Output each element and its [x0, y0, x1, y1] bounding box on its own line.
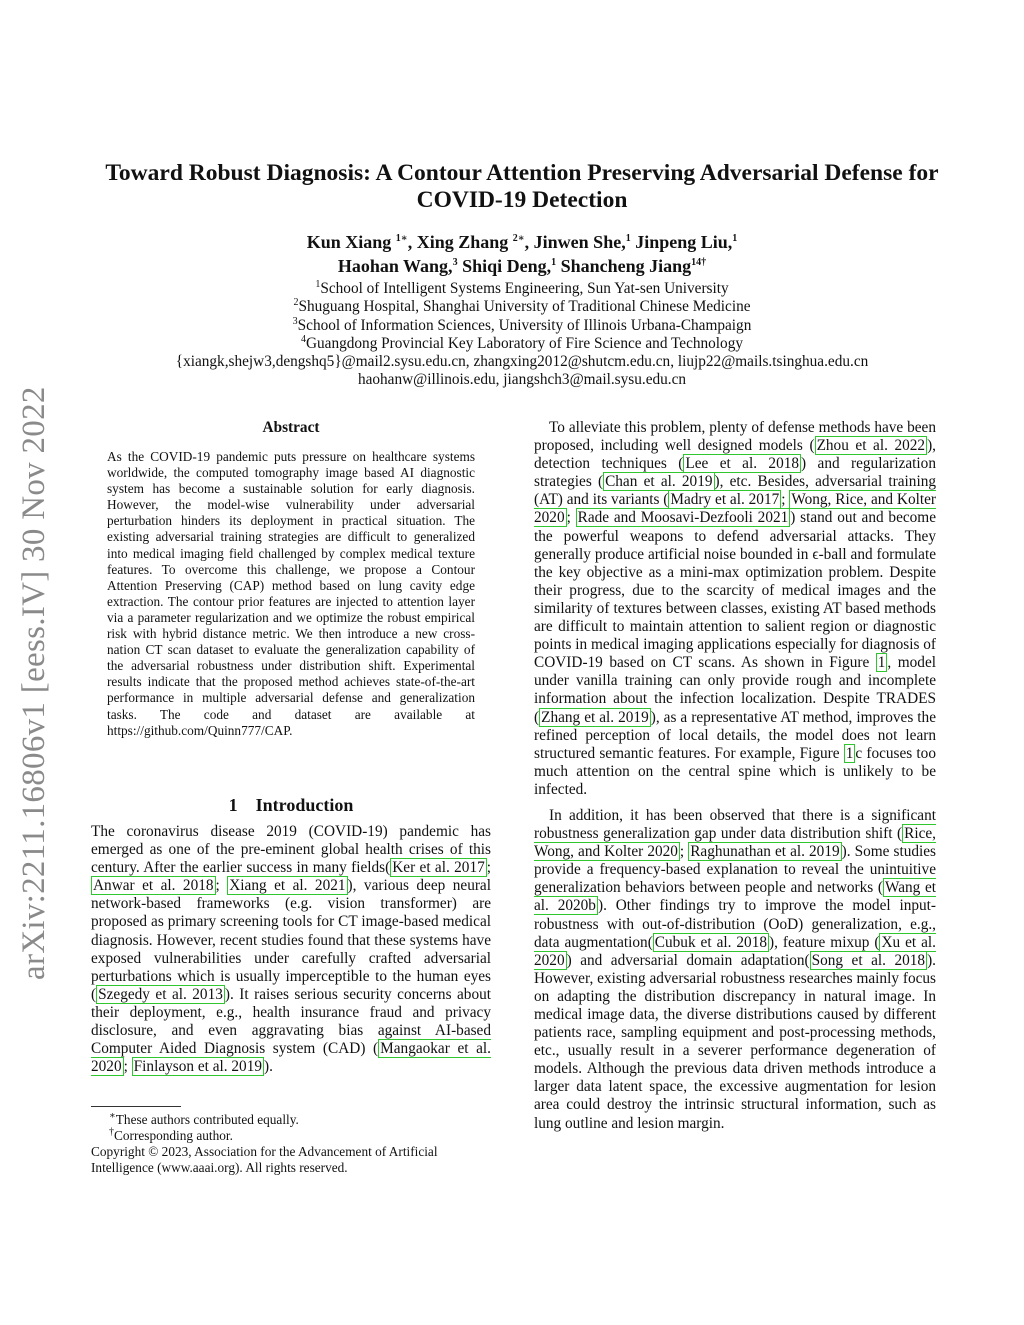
- citation-link[interactable]: Madry et al. 2017: [670, 491, 780, 509]
- affiliation-mark: 3: [292, 315, 298, 327]
- introduction-paragraph: [91, 823, 491, 1076]
- author-name: Shancheng Jiang: [560, 256, 692, 276]
- body-text: ), various deep neural network-based frameworks (e.g. vision transformer) are proposed as primary screening tools for CT image-based medical diagnosis. However, recent studies found that these systems have exposed vulnerabilities under carefully crafted adversarial perturbations which is usually imperceptible to the human eyes (: [91, 877, 491, 1003]
- footnote-text: Corresponding author.: [114, 1128, 233, 1143]
- affiliation-line: [60, 280, 984, 298]
- author-line-2: [60, 254, 984, 278]
- affiliation-line: [60, 298, 984, 316]
- footnotes: [91, 1112, 491, 1176]
- body-text: ;: [123, 1058, 132, 1076]
- author-name: Xing Zhang: [416, 232, 509, 252]
- author-mark: 1: [625, 233, 631, 244]
- affiliation-mark: 2: [293, 297, 299, 309]
- email-line: {xiangk,shejw3,dengshq5}@mail2.sysu.edu.cn, zhangxing2012@shutcm.edu.cn, liujp22@mails.tsinghua.edu.cn: [175, 353, 869, 371]
- body-text: ). Other findings try to improve the model input-robustness with out-of-distribution (OoD) generalization, e.g., data augmentation(: [534, 897, 937, 951]
- affiliation-mark: 1: [315, 278, 321, 290]
- author-name: Haohan Wang,: [337, 256, 453, 276]
- body-text: , model under vanilla training can only provide rough and incomplete information about the infection localization. Despite TRADES (: [534, 654, 936, 726]
- body-text: ;: [781, 491, 790, 509]
- email-line: haohanw@illinois.edu, jiangshch3@mail.sysu.edu.cn: [357, 371, 687, 389]
- affiliation-line: [60, 335, 984, 353]
- body-text: ) and regularization strategies (: [534, 455, 936, 491]
- abstract-heading: Abstract: [262, 419, 320, 436]
- footnote-equal-contribution: [91, 1112, 491, 1128]
- affiliation-mark: 4: [300, 333, 306, 345]
- section-title: Introduction: [255, 795, 354, 815]
- body-paragraph: [534, 419, 936, 799]
- citation-link[interactable]: Anwar et al. 2018: [93, 877, 214, 895]
- citation-link[interactable]: Raghunathan et al. 2019: [690, 843, 840, 861]
- body-text: ), detection techniques (: [534, 437, 936, 473]
- affiliation-text: School of Information Sciences, University of Illinois Urbana-Champaign: [297, 316, 752, 334]
- body-text: ;: [566, 509, 576, 527]
- right-column: [534, 419, 936, 1133]
- figure-link[interactable]: 1: [877, 654, 886, 672]
- abstract-text: As the COVID-19 pandemic puts pressure on healthcare systems worldwide, the computed tomography image based AI diagnostic system has become a sustainable solution for early diagnosis. However, the model-wise vulnerability under adversarial perturbation hinders its deployment in practical situation. The existing adversarial training strategies are difficult to generalized into medical imaging field challenged by complex medical texture features. To overcome this challenge, we propose a Contour Attention Preserving (CAP) method based on lung cavity edge extraction. The contour prior features are injected to attention layer via a parameter regularization and we optimize the robust empirical risk with hybrid distance metric. We then introduce a new cross-nation CT scan dataset to evaluate the generalization capability of the adversarial robustness under distribution shift. Experimental results indicate that the proposed method achieves state-of-the-art performance in multiple adversarial defense and generalization tasks. The code and dataset are available at https://github.com/Quinn777/CAP.: [107, 449, 475, 738]
- body-text: To alleviate this problem, plenty of defense methods have been proposed, including well designed models (: [534, 419, 936, 455]
- citation-link[interactable]: Chan et al. 2019: [605, 473, 713, 491]
- affiliation-text: School of Intelligent Systems Engineering, Sun Yat-sen University: [320, 280, 729, 297]
- citation-link[interactable]: Cubuk et al. 2018: [654, 933, 767, 951]
- citation-link[interactable]: Rade and Moosavi-Dezfooli 2021: [577, 509, 789, 527]
- figure-link[interactable]: 1: [845, 744, 854, 762]
- body-text: ), as a representative AT method, improves the refined perception of local details, the model does not learn structured semantic features. For example, Figure: [534, 708, 936, 762]
- body-text: ) and adversarial domain adaptation(: [566, 951, 810, 969]
- body-text: ). It raises serious security concerns about their deployment, e.g., health insurance fraud and privacy disclosure, and even aggravating bias against AI-based Computer Aided Diagnosis system (CAD) (: [91, 985, 491, 1058]
- citation-link[interactable]: Song et al. 2018: [811, 951, 926, 969]
- footnote-text: These authors contributed equally.: [115, 1112, 299, 1127]
- author-mark: 14†: [691, 257, 707, 268]
- citation-link[interactable]: Szegedy et al. 2013: [98, 985, 223, 1003]
- footnote-corresponding-author: [91, 1128, 491, 1144]
- body-text: c focuses too much attention on the central spine which is unlikely to be infected.: [534, 744, 936, 798]
- citation-link[interactable]: Wong, Rice, and Kolter 2020: [534, 491, 936, 527]
- affiliation-text: Guangdong Provincial Key Laboratory of Fire Science and Technology: [305, 334, 744, 352]
- author-mark: 2∗: [512, 233, 525, 244]
- body-text: ), etc. Besides, adversarial training (AT) and its variants (: [534, 473, 936, 509]
- affiliation-block: [60, 280, 984, 390]
- body-text: ;: [215, 877, 228, 895]
- citation-link[interactable]: Zhang et al. 2019: [541, 708, 649, 726]
- author-name: Jinpeng Liu,: [635, 232, 733, 252]
- citation-link[interactable]: Zhou et al. 2022: [816, 437, 926, 455]
- author-mark: 3: [452, 257, 458, 268]
- citation-link[interactable]: Rice, Wong, and Kolter 2020: [534, 825, 936, 861]
- citation-link[interactable]: Ker et al. 2017: [392, 859, 485, 877]
- body-text: The coronavirus disease 2019 (COVID-19) pandemic has emerged as one of the pre-eminent global health crises of this century. After the earlier success in many fields(: [91, 823, 491, 877]
- body-text: ), feature mixup (: [769, 933, 880, 951]
- section-number: 1: [228, 795, 238, 815]
- citation-link[interactable]: Mangaokar et al. 2020: [91, 1040, 491, 1076]
- author-name: Kun Xiang: [306, 232, 392, 252]
- body-text: In addition, it has been observed that there is a significant robustness generalization gap under data distribution shift (: [534, 806, 936, 843]
- footnote-mark: ∗: [109, 1110, 116, 1122]
- body-paragraph: [534, 807, 936, 1133]
- paper-title: Toward Robust Diagnosis: A Contour Attention Preserving Adversarial Defense for COVID-19 Detection: [105, 160, 939, 213]
- author-mark: 1: [551, 257, 557, 268]
- citation-link[interactable]: Xu et al. 2020: [534, 933, 936, 969]
- author-mark: 1∗: [395, 233, 408, 244]
- citation-link[interactable]: Lee et al. 2018: [685, 455, 800, 473]
- copyright-notice: Copyright © 2023, Association for the Advancement of Artificial Intelligence (www.aaai.org). All rights reserved.: [91, 1144, 438, 1175]
- footnote-divider: [91, 1106, 181, 1107]
- author-list: [60, 230, 984, 278]
- citation-link[interactable]: Xiang et al. 2021: [229, 877, 346, 895]
- affiliation-line: [60, 317, 984, 335]
- body-text: ). However, existing adversarial robustness researches mainly focus on adapting the distribution discrepancy in natural image. In medical image data, the diverse distributions caused by different patients race, sampling equipment and post-processing methods, etc., usually result in a severer performance degeneration of models. Although the previous data driven methods introduce a larger data latent space, the excessive augmentation for lesion area could destroy the intrinsic structural information, such as lung outline and lesion margin.: [534, 951, 936, 1132]
- body-text: ;: [679, 843, 689, 861]
- author-mark: 1: [732, 233, 738, 244]
- footnote-mark: †: [109, 1126, 114, 1138]
- body-text: ;: [486, 859, 491, 877]
- arxiv-identifier-stamp: arXiv:2211.16806v1 [eess.IV] 30 Nov 2022: [16, 386, 52, 980]
- author-line-1: Kun Xiang $^{1∗}$, Xing Zhang $^{2∗}$, Jinwen She,$^1$ Jinpeng Liu,$^1$: [306, 232, 738, 252]
- section-heading-introduction: [91, 795, 491, 816]
- author-name: Jinwen She,: [533, 232, 626, 252]
- body-text: ). Some studies provide a frequency-based explanation to reveal the unintuitive generalization behaviors between people and networks (: [534, 843, 936, 897]
- affiliation-text: Shuguang Hospital, Shanghai University of Traditional Chinese Medicine: [298, 298, 751, 316]
- citation-link[interactable]: Finlayson et al. 2019: [133, 1058, 262, 1076]
- body-text: ).: [264, 1058, 273, 1076]
- author-name: Shiqi Deng,: [462, 256, 552, 276]
- body-text: ) stand out and become the powerful weapons to defend adversarial attacks. They generally produce artificial noise bounded in ϵ-ball and formulate the key objective as a mini-max optimization problem. Despite their progress, due to the scarcity of medical images and the similarity of textures between classes, existing AT based methods are difficult to maintain attention to salient region or diagnostic points in medical imaging applications especially for diagnosis of COVID-19 based on CT scans. As shown in Figure: [534, 509, 936, 672]
- citation-link[interactable]: Wang et al. 2020b: [534, 879, 937, 915]
